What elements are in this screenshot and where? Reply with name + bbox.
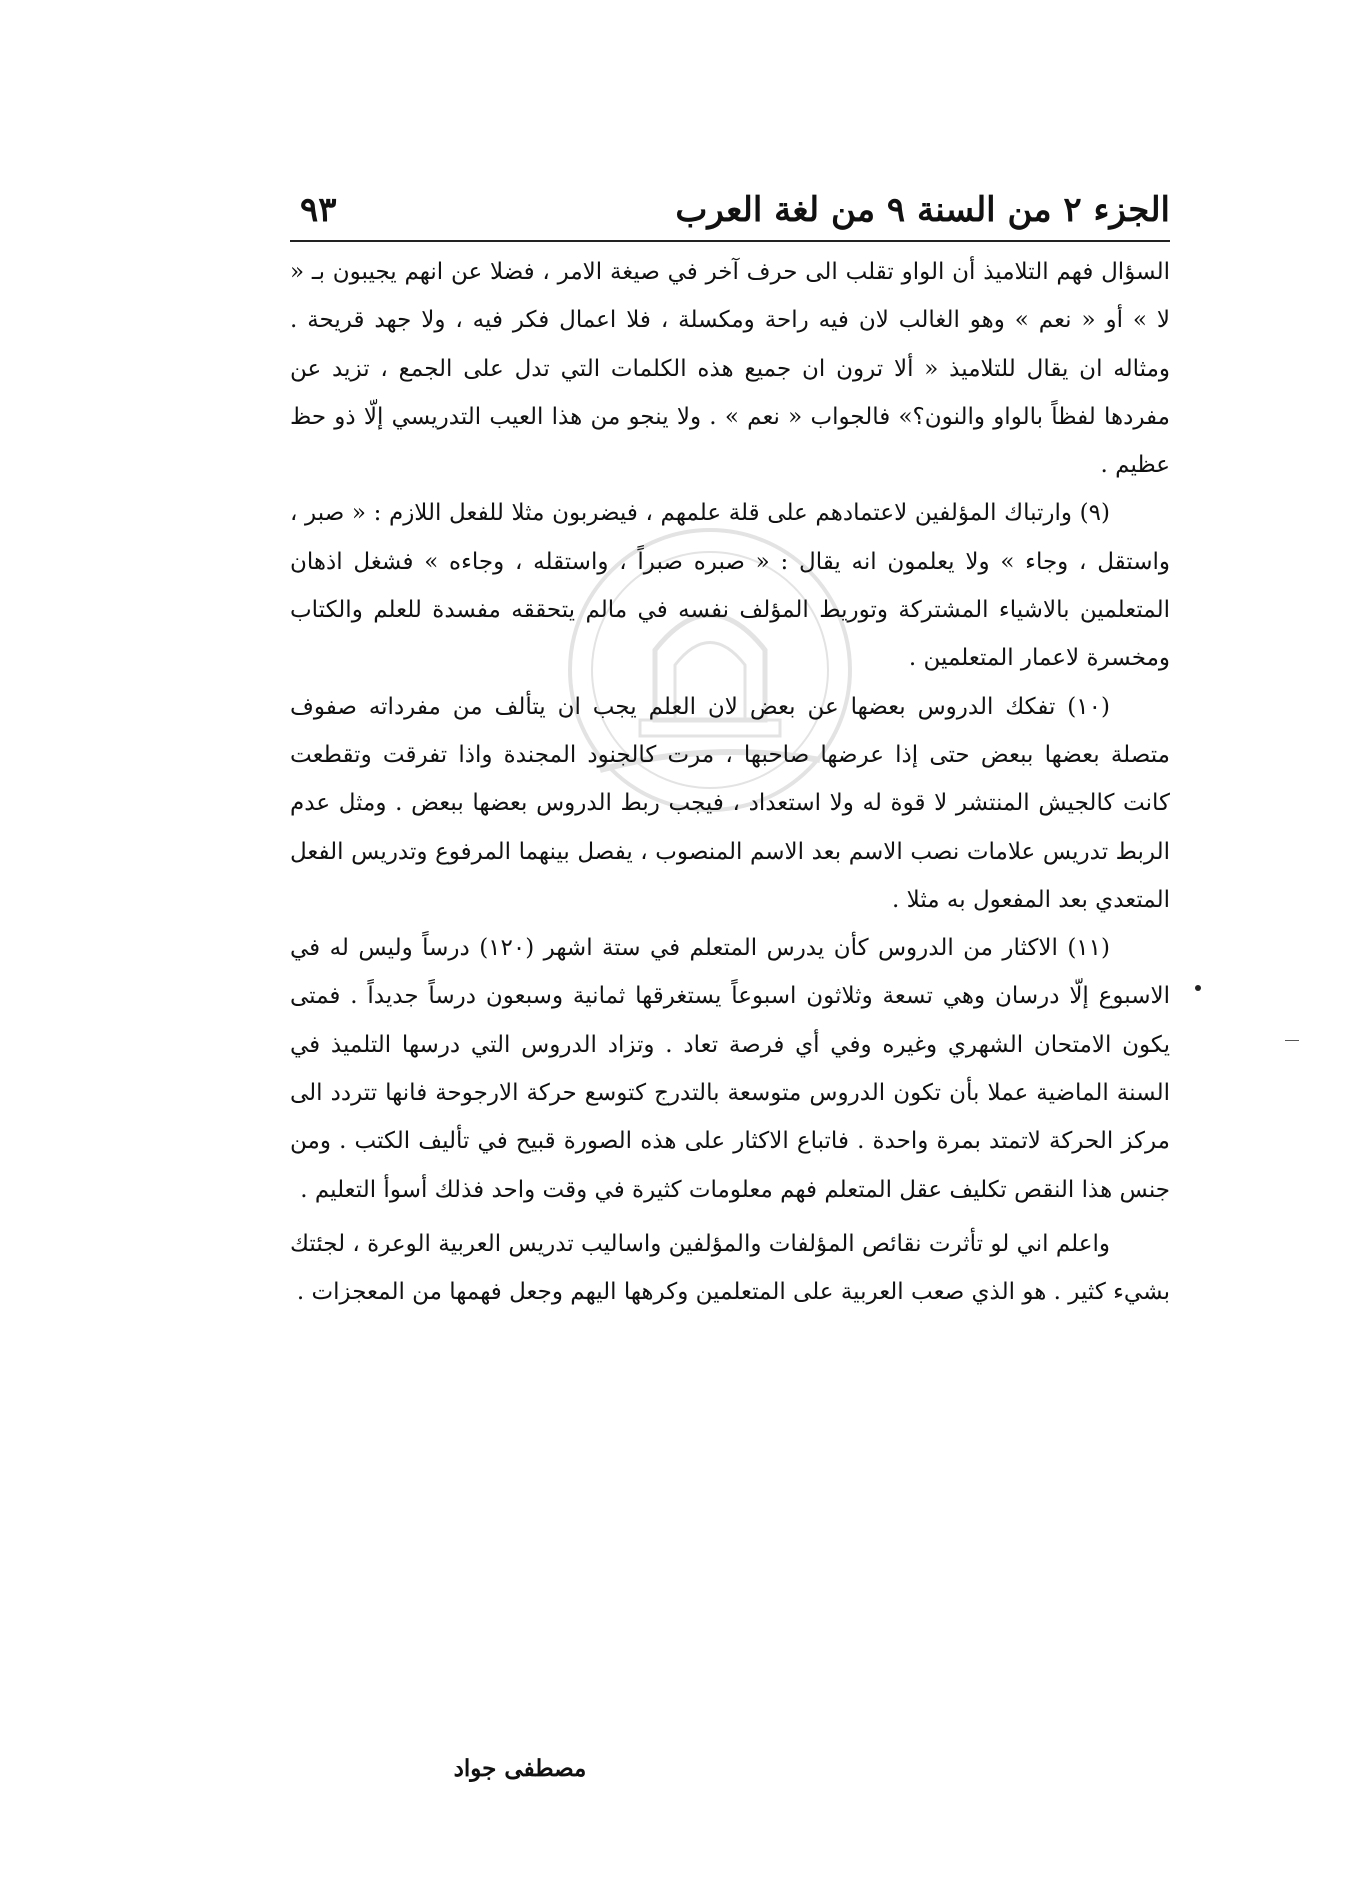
header-rule <box>290 240 1170 242</box>
paragraph-3: (١٠) تفكك الدروس بعضها عن بعض لان العلم يجب ان يتألف من مفرداته صفوف متصلة بعضها ببعض حتى إذا عرضها صاحبها ، مرت كالجنود المجندة واذا تفرقت وتقطعت كانت كالجيش المنتشر لا قوة له ولا استعداد ، فيجب ربط الدروس بعضها ببعض . ومثل عدم الربط تدريس علامات نصب الاسم بعد الاسم المنصوب ، يفصل بينهما المرفوع وتدريس الفعل المتعدي بعد المفعول به مثلا . <box>290 693 1170 913</box>
paragraph-1: السؤال فهم التلاميذ أن الواو تقلب الى حرف آخر في صيغة الامر ، فضلا عن انهم يجيبون بـ « لا » أو « نعم » وهو الغالب لان فيه راحة ومكسلة ، فلا اعمال فكر فيه ، ولا جهد قريحة . ومثاله ان يقال للتلاميذ « ألا ترون ان جميع هذه الكلمات التي تدل على الجمع ، تزيد عن مفردها لفظاً بالواو والنون؟» فالجواب « نعم » . ولا ينجو من هذا العيب التدريسي إلّا ذو حظ عظيم . <box>290 259 1170 479</box>
author-signature: مصطفى جواد <box>453 1755 587 1782</box>
header-title: الجزء ٢ من السنة ٩ من لغة العرب <box>675 190 1170 230</box>
paragraph-4: (١١) الاكثار من الدروس كأن يدرس المتعلم في ستة اشهر (١٢٠) درساً وليس له في الاسبوع إلّا درسان وهي تسعة وثلاثون اسبوعاً يستغرقها ثمانية وسبعون درساً جديداً . فمتى يكون الامتحان الشهري وغيره وفي أي فرصة تعاد . وتزاد الدروس التي درسها التلميذ في السنة الماضية عملا بأن تكون الدروس متوسعة بالتدرج كتوسع حركة الارجوحة فانها تتردد الى مركز الحركة لاتمتد بمرة واحدة . فاتباع الاكثار على هذه الصورة قبيح في تأليف الكتب . ومن جنس هذا النقص تكليف عقل المتعلم فهم معلومات كثيرة في وقت واحد فذلك أسوأ التعليم . <box>290 935 1170 1203</box>
running-header <box>290 172 1170 230</box>
scan-speck <box>1285 1040 1299 1041</box>
page-number: ٩٣ <box>300 190 337 230</box>
paragraph-2: (٩) وارتباك المؤلفين لاعتمادهم على قلة علمهم ، فيضربون مثلا للفعل اللازم : « صبر ، واستقل ، وجاء » ولا يعلمون انه يقال : « صبره صبراً ، واستقله ، وجاءه » فشغل اذهان المتعلمين بالاشياء المشتركة وتوريط المؤلف نفسه في مالم يتحققه مفسدة للعلم والكتاب ومخسرة لاعمار المتعلمين . <box>290 500 1170 672</box>
article-body <box>290 248 1170 1317</box>
paragraph-5: واعلم اني لو تأثرت نقائص المؤلفات والمؤلفين واساليب تدريس العربية الوعرة ، لجئتك بشيء كثير . هو الذي صعب العربية على المتعلمين وكرهها اليهم وجعل فهمها من المعجزات . <box>290 1230 1170 1306</box>
scan-speck <box>1195 985 1201 991</box>
